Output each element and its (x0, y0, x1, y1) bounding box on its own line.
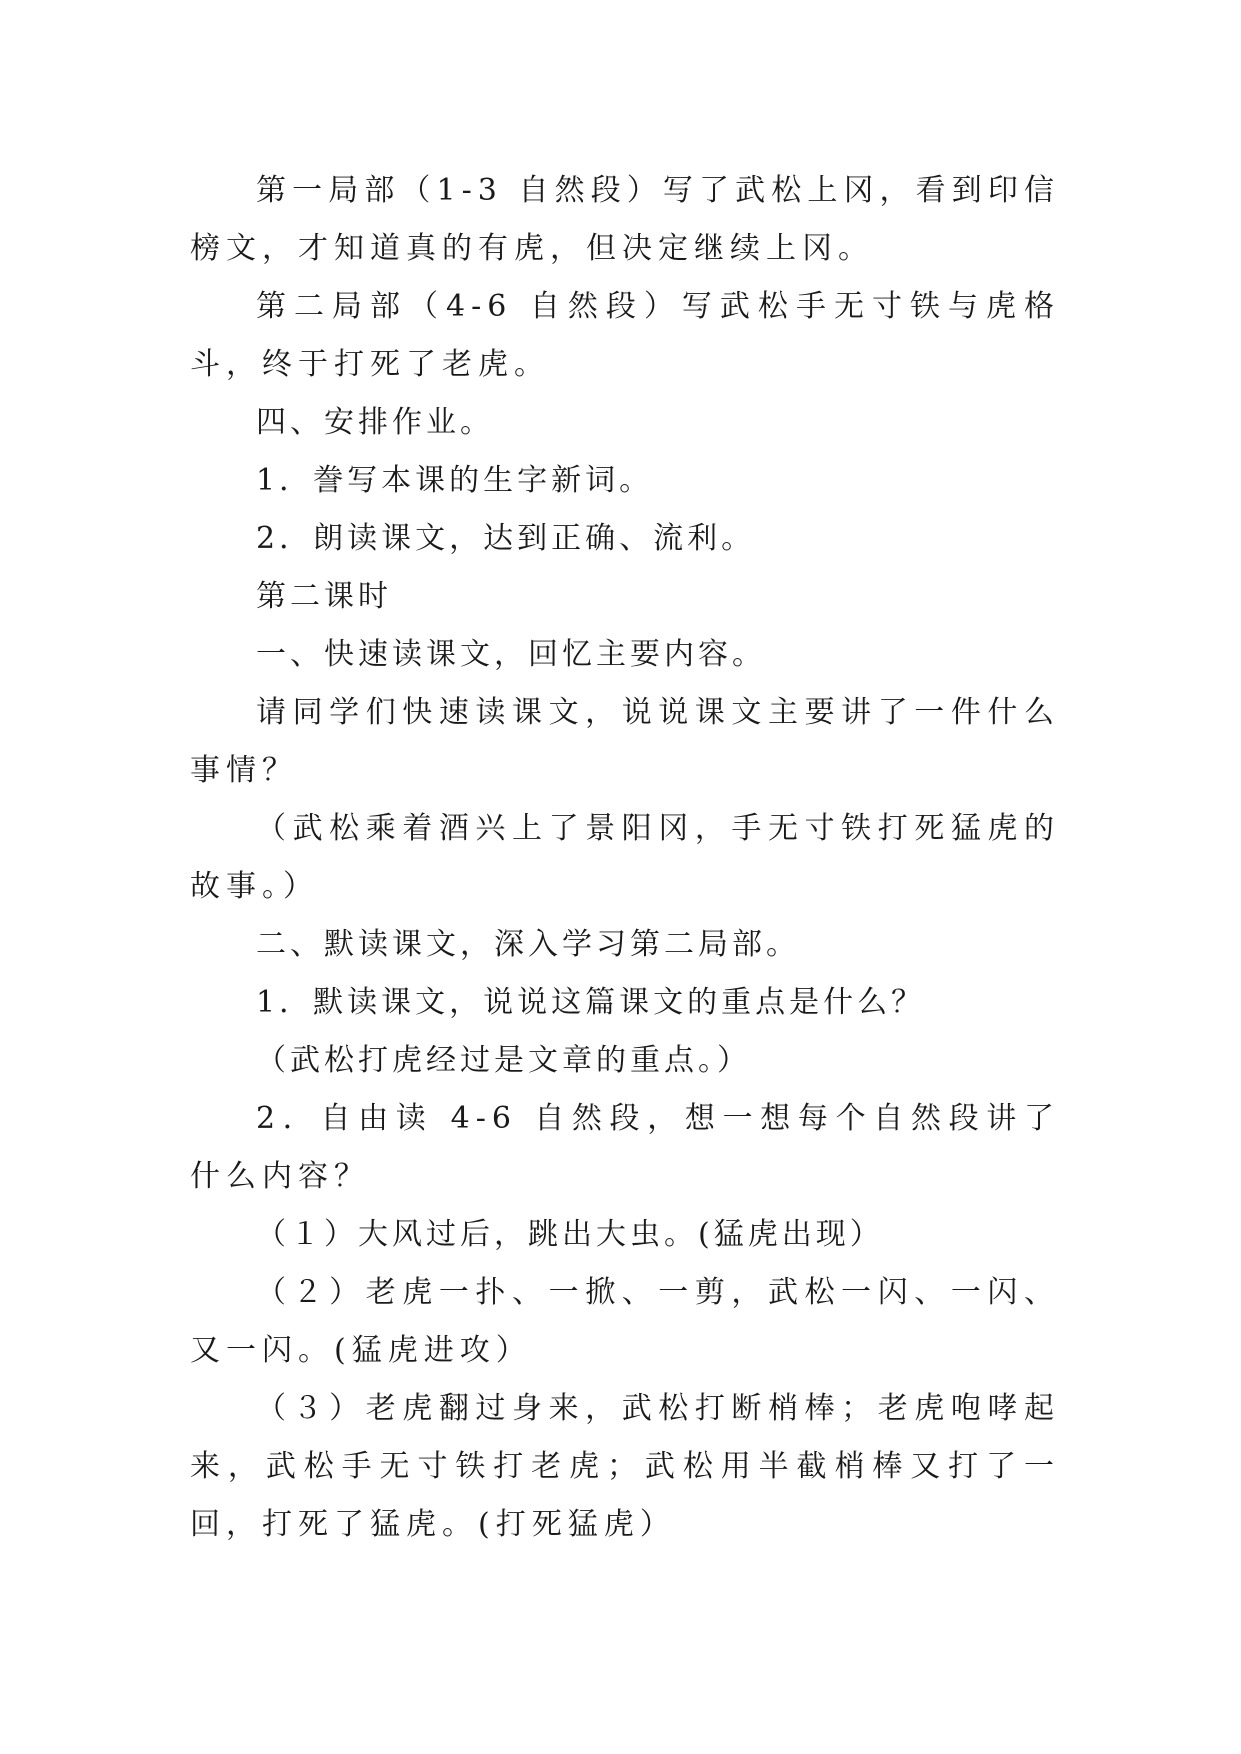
homework-item-1: 1．誊写本课的生字新词。 (256, 463, 654, 498)
heading-assign-homework: 四、安排作业。 (256, 405, 494, 440)
content-point-3: （３）老虎翻过身来，武松打断梢棒；老虎咆哮起来，武松手无寸铁打老虎；武松用半截梢棒又打了一回，打死了猛虎。(打死猛虎） (190, 1391, 1060, 1542)
paragraph-part-two-summary: 第二局部（4-6 自然段）写武松手无寸铁与虎格斗，终于打死了老虎。 (190, 289, 1060, 382)
silent-read-answer-1: （武松打虎经过是文章的重点。） (256, 1043, 751, 1078)
heading-silent-read: 二、默读课文，深入学习第二局部。 (256, 927, 800, 962)
heading-quick-read: 一、快速读课文，回忆主要内容。 (256, 637, 766, 672)
content-point-2: （２）老虎一扑、一掀、一剪，武松一闪、一闪、又一闪。(猛虎进攻） (190, 1275, 1060, 1368)
silent-read-item-2: 2．自由读 4-6 自然段，想一想每个自然段讲了什么内容？ (190, 1101, 1060, 1194)
homework-item-2: 2．朗读课文，达到正确、流利。 (256, 521, 756, 556)
paragraph-quick-read-question: 请同学们快速读课文，说说课文主要讲了一件什么事情？ (190, 695, 1060, 788)
paragraph-part-one-summary: 第一局部（1-3 自然段）写了武松上冈，看到印信榜文，才知道真的有虎，但决定继续上冈。 (190, 173, 1060, 266)
paragraph-quick-read-answer: （武松乘着酒兴上了景阳冈，手无寸铁打死猛虎的故事。） (190, 811, 1060, 904)
content-point-1: （１）大风过后，跳出大虫。(猛虎出现） (256, 1217, 884, 1252)
silent-read-item-1: 1．默读课文，说说这篇课文的重点是什么？ (256, 985, 926, 1020)
heading-second-lesson: 第二课时 (256, 579, 392, 614)
document-body (190, 162, 1060, 1554)
